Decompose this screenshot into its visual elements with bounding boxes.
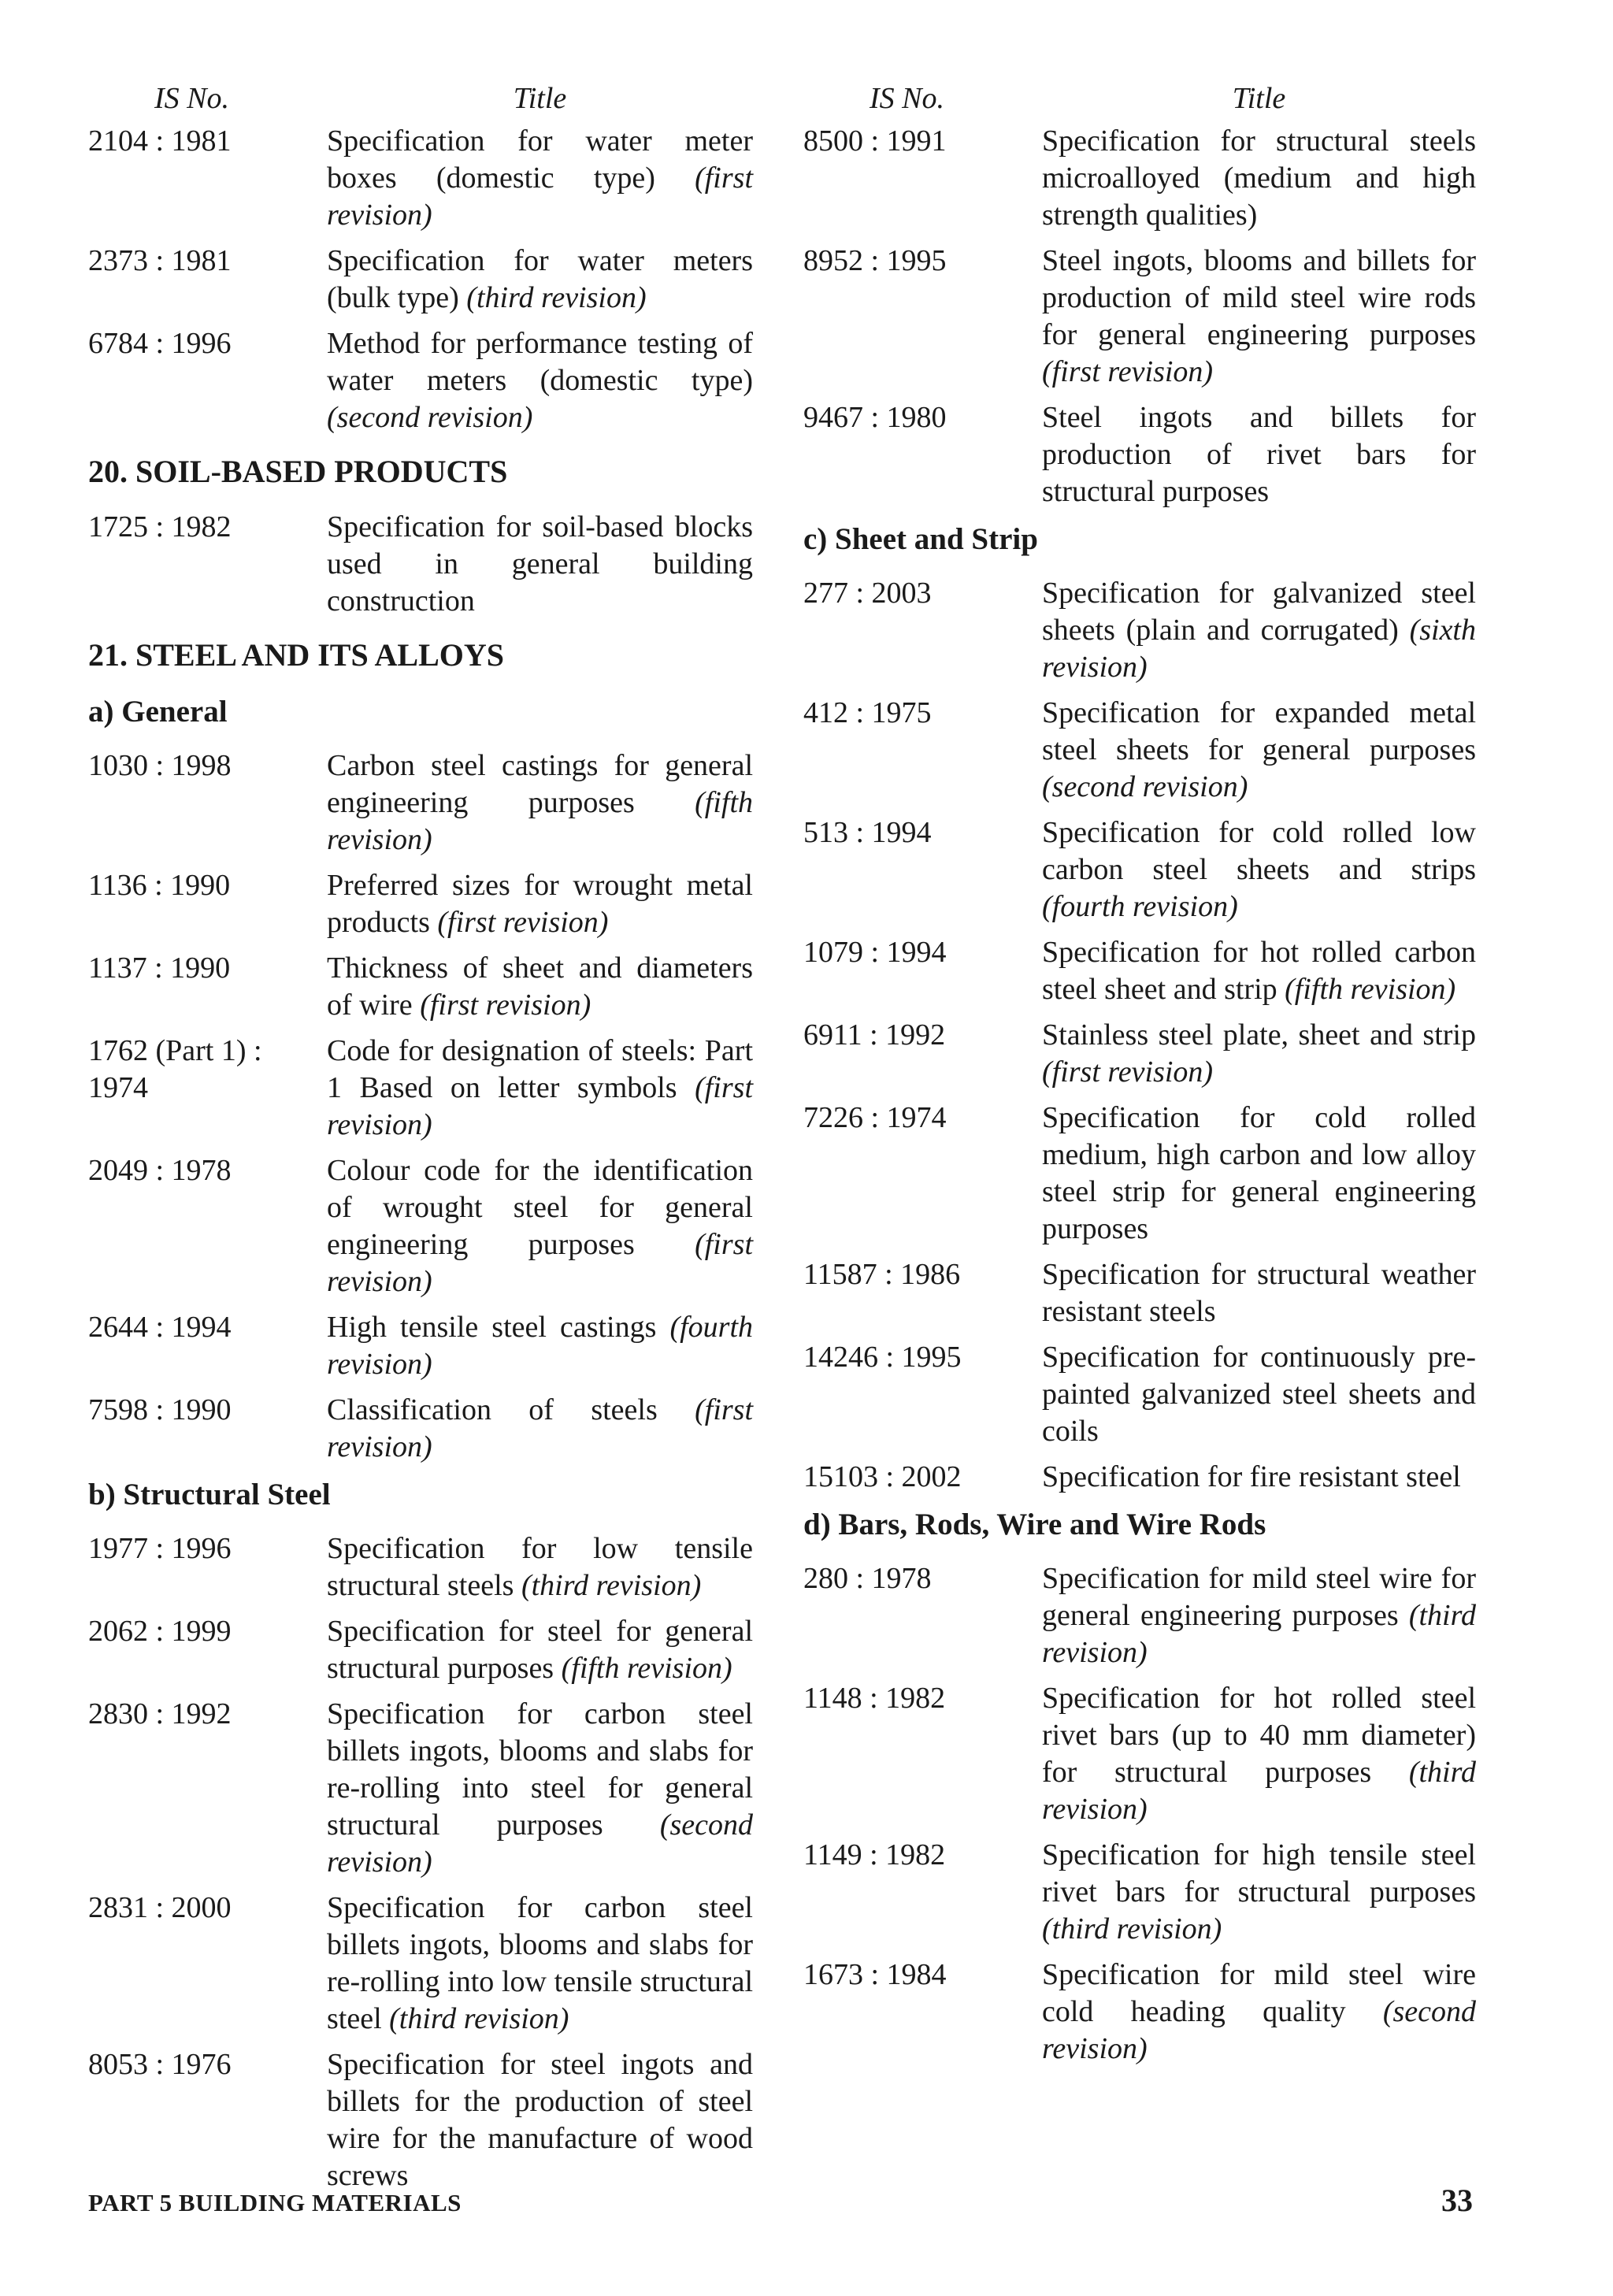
standard-title — [1042, 1459, 1476, 1496]
standard-entry — [803, 1837, 1476, 1948]
standard-title — [1042, 243, 1476, 391]
standard-title — [1042, 1017, 1476, 1091]
title-text: Colour code for the identification of wrought steel for general engineering purposes — [327, 1154, 753, 1261]
revision-note: (second revision) — [1042, 1995, 1476, 2065]
revision-note: (third revision) — [389, 2002, 569, 2035]
revision-note: (third revision) — [466, 281, 647, 314]
standard-title — [327, 747, 753, 859]
standard-entry — [803, 1339, 1476, 1450]
is-number: 6784 : 1996 — [88, 327, 232, 360]
revision-note: (first revision) — [327, 1393, 754, 1463]
is-number: 8500 : 1991 — [803, 124, 947, 158]
title-text: Classification of steels — [327, 1393, 658, 1426]
standard-title — [327, 1890, 753, 2038]
title-text: Specification for cold rolled low carbon steel sheets and strips — [1042, 816, 1476, 886]
revision-note: (third revision) — [1042, 1912, 1222, 1945]
standard-entry — [88, 1696, 753, 1881]
standard-title — [1042, 123, 1476, 234]
is-number: 1673 : 1984 — [803, 1958, 947, 1991]
standard-entry — [88, 1152, 753, 1300]
standard-entry — [88, 867, 753, 941]
title-text: Specification for low tensile structural steels — [327, 1532, 753, 1602]
is-number: 7598 : 1990 — [88, 1393, 232, 1426]
title-text: Specification for mild steel wire cold heading quality — [1042, 1958, 1476, 2028]
revision-note: (first revision) — [420, 989, 591, 1022]
standard-entry — [803, 1459, 1476, 1496]
is-number: 1977 : 1996 — [88, 1532, 232, 1565]
title-text: Specification for structural steels microalloyed (medium and high strength qualities) — [1042, 124, 1476, 232]
standard-title — [327, 1696, 753, 1881]
standard-entry — [803, 1957, 1476, 2068]
standard-entry — [88, 1530, 753, 1604]
title-text: Thickness of sheet and diameters of wire — [327, 951, 753, 1022]
revision-note: (third revision) — [521, 1569, 702, 1602]
title-text: High tensile steel castings — [327, 1311, 657, 1344]
revision-note: (first revision) — [327, 1228, 753, 1298]
subheading-structural: b) Structural Steel — [88, 1478, 331, 1512]
revision-note: (first revision) — [1042, 1055, 1214, 1089]
section-heading-steel: 21. STEEL AND ITS ALLOYS — [88, 637, 504, 673]
revision-note: (third revision) — [1042, 1756, 1476, 1826]
standard-title — [1042, 1560, 1476, 1671]
title-text: Specification for hot rolled carbon steel sheet and strip — [1042, 936, 1476, 1006]
title-text: Steel ingots, blooms and billets for production of mild steel wire rods for general engineering purposes — [1042, 244, 1476, 351]
revision-note: (fifth revision) — [1285, 973, 1456, 1006]
isno-header: IS No. — [870, 82, 944, 115]
standard-entry — [88, 2046, 753, 2194]
standard-title — [327, 509, 753, 620]
column-header — [803, 79, 1476, 120]
title-text: Specification for structural weather resistant steels — [1042, 1258, 1476, 1328]
title-text: Carbon steel castings for general engineering purposes — [327, 749, 753, 819]
revision-note: (first revision) — [327, 161, 753, 232]
title-header: Title — [1232, 82, 1286, 115]
is-number: 1137 : 1990 — [88, 951, 231, 985]
is-number: 8053 : 1976 — [88, 2048, 232, 2081]
is-number: 2062 : 1999 — [88, 1615, 232, 1648]
standard-entry — [88, 1613, 753, 1687]
left-column — [88, 79, 753, 2203]
standard-entry — [88, 123, 753, 234]
standard-entry — [88, 243, 753, 317]
isno-header: IS No. — [154, 82, 229, 115]
title-text: Steel ingots and billets for production of rivet bars for structural purposes — [1042, 401, 1476, 508]
revision-note: (second revision) — [327, 401, 533, 434]
column-header — [88, 79, 753, 120]
title-text: Specification for cold rolled medium, high carbon and low alloy steel strip for general engineering purposes — [1042, 1101, 1476, 1245]
standard-title — [1042, 934, 1476, 1008]
subheading-bars-rods: d) Bars, Rods, Wire and Wire Rods — [803, 1508, 1266, 1541]
revision-note: (sixth revision) — [1042, 614, 1476, 684]
entry-list — [88, 1530, 753, 2194]
standard-entry — [803, 1560, 1476, 1671]
standard-entry — [88, 747, 753, 859]
revision-note: (first revision) — [437, 906, 609, 939]
title-text: Specification for mild steel wire for general engineering purposes — [1042, 1562, 1476, 1632]
entry-list — [88, 509, 753, 620]
is-number: 2644 : 1994 — [88, 1311, 232, 1344]
is-number: 1136 : 1990 — [88, 869, 231, 902]
is-number: 513 : 1994 — [803, 816, 932, 849]
title-text: Specification for steel for general structural purposes — [327, 1615, 753, 1685]
is-number: 1030 : 1998 — [88, 749, 232, 782]
is-number: 1148 : 1982 — [803, 1682, 946, 1715]
standard-title — [1042, 814, 1476, 925]
revision-note: (fifth revision) — [561, 1652, 732, 1685]
title-text: Specification for water meter boxes (domestic type) — [327, 124, 753, 195]
standard-entry — [803, 934, 1476, 1008]
is-number: 2049 : 1978 — [88, 1154, 232, 1187]
right-column — [803, 79, 1476, 2076]
revision-note: (fourth revision) — [327, 1311, 753, 1381]
title-text: Specification for soil-based blocks used in general building construction — [327, 510, 753, 618]
standard-title — [327, 1033, 753, 1144]
is-number: 412 : 1975 — [803, 696, 932, 729]
revision-note: (first revision) — [327, 1071, 753, 1141]
page-number: 33 — [1441, 2183, 1473, 2218]
is-number: 9467 : 1980 — [803, 401, 947, 434]
standard-title — [327, 867, 753, 941]
standard-title — [1042, 1100, 1476, 1248]
title-text: Specification for continuously pre-painted galvanized steel sheets and coils — [1042, 1341, 1476, 1448]
standard-title — [1042, 1256, 1476, 1330]
revision-note: (first revision) — [1042, 355, 1214, 388]
is-number: 2104 : 1981 — [88, 124, 232, 158]
standard-title — [1042, 1339, 1476, 1450]
title-text: Preferred sizes for wrought metal products — [327, 869, 753, 939]
is-number: 2373 : 1981 — [88, 244, 232, 277]
title-text: Specification for hot rolled steel rivet bars (up to 40 mm diameter) for structural purposes — [1042, 1682, 1476, 1789]
revision-note: (second revision) — [327, 1808, 753, 1879]
standard-entry — [803, 243, 1476, 391]
standard-entry — [88, 950, 753, 1024]
is-number: 7226 : 1974 — [803, 1101, 947, 1134]
is-number: 2831 : 2000 — [88, 1891, 232, 1924]
title-text: Specification for high tensile steel rivet bars for structural purposes — [1042, 1838, 1476, 1908]
is-number: 280 : 1978 — [803, 1562, 932, 1595]
title-header: Title — [513, 82, 567, 115]
standard-entry — [88, 509, 753, 620]
subheading-sheet-strip: c) Sheet and Strip — [803, 522, 1038, 556]
entry-list — [88, 123, 753, 436]
standard-title — [327, 1392, 753, 1466]
title-text: Stainless steel plate, sheet and strip — [1042, 1018, 1476, 1052]
is-number: 14246 : 1995 — [803, 1341, 962, 1374]
is-number: 1149 : 1982 — [803, 1838, 946, 1871]
entry-list — [803, 575, 1476, 1496]
standard-title — [1042, 399, 1476, 510]
title-text: Specification for expanded metal steel sheets for general purposes — [1042, 696, 1476, 766]
footer-label: PART 5 BUILDING MATERIALS — [88, 2189, 462, 2216]
is-number: 11587 : 1986 — [803, 1258, 961, 1291]
entry-list — [88, 747, 753, 1466]
standard-title — [327, 325, 753, 436]
standard-entry — [88, 1392, 753, 1466]
standard-entry — [803, 123, 1476, 234]
is-number: 15103 : 2002 — [803, 1460, 962, 1493]
standard-entry — [88, 325, 753, 436]
is-number: 277 : 2003 — [803, 577, 932, 610]
standard-entry — [88, 1033, 753, 1144]
revision-note: (fourth revision) — [1042, 890, 1238, 923]
title-text: Specification for carbon steel billets ingots, blooms and slabs for re-rolling into steel for general structural purposes — [327, 1697, 753, 1842]
is-number: 6911 : 1992 — [803, 1018, 946, 1052]
revision-note: (second revision) — [1042, 770, 1248, 803]
title-text: Specification for carbon steel billets ingots, blooms and slabs for re-rolling into low tensile structural steel — [327, 1891, 753, 2035]
entry-list — [803, 123, 1476, 510]
title-text: Specification for galvanized steel sheets (plain and corrugated) — [1042, 577, 1476, 647]
standard-title — [327, 950, 753, 1024]
standard-title — [327, 1152, 753, 1300]
standard-title — [1042, 1837, 1476, 1948]
standard-entry — [803, 814, 1476, 925]
standard-title — [327, 1613, 753, 1687]
standard-entry — [803, 1680, 1476, 1828]
title-text: Specification for fire resistant steel — [1042, 1460, 1461, 1493]
subheading-general: a) General — [88, 695, 228, 729]
title-text: Code for designation of steels: Part 1 Based on letter symbols — [327, 1034, 753, 1104]
standard-title — [327, 243, 753, 317]
standard-entry — [803, 1017, 1476, 1091]
is-number: 1079 : 1994 — [803, 936, 947, 969]
entry-list — [803, 1560, 1476, 2068]
title-text: Specification for water meters (bulk type) — [327, 244, 753, 314]
standard-entry — [803, 1256, 1476, 1330]
revision-note: (fifth revision) — [327, 786, 754, 856]
standard-title — [1042, 575, 1476, 686]
standard-entry — [803, 399, 1476, 510]
is-number: 1725 : 1982 — [88, 510, 232, 543]
revision-note: (third revision) — [1042, 1599, 1476, 1669]
section-heading-soil: 20. SOIL-BASED PRODUCTS — [88, 454, 508, 489]
standard-title — [1042, 1957, 1476, 2068]
is-number: 2830 : 1992 — [88, 1697, 232, 1730]
standard-title — [327, 1530, 753, 1604]
standard-entry — [88, 1309, 753, 1383]
standard-entry — [803, 575, 1476, 686]
standard-entry — [803, 1100, 1476, 1248]
standard-title — [1042, 1680, 1476, 1828]
title-text: Specification for steel ingots and billets for the production of steel wire for the manufacture of wood screws — [327, 2048, 753, 2192]
standard-title — [327, 1309, 753, 1383]
is-number: 1762 (Part 1) : 1974 — [88, 1034, 262, 1104]
standard-title — [1042, 695, 1476, 806]
standard-entry — [88, 1890, 753, 2038]
is-number: 8952 : 1995 — [803, 244, 947, 277]
title-text: Method for performance testing of water meters (domestic type) — [327, 327, 753, 397]
standard-title — [327, 123, 753, 234]
standard-entry — [803, 695, 1476, 806]
standard-title — [327, 2046, 753, 2194]
